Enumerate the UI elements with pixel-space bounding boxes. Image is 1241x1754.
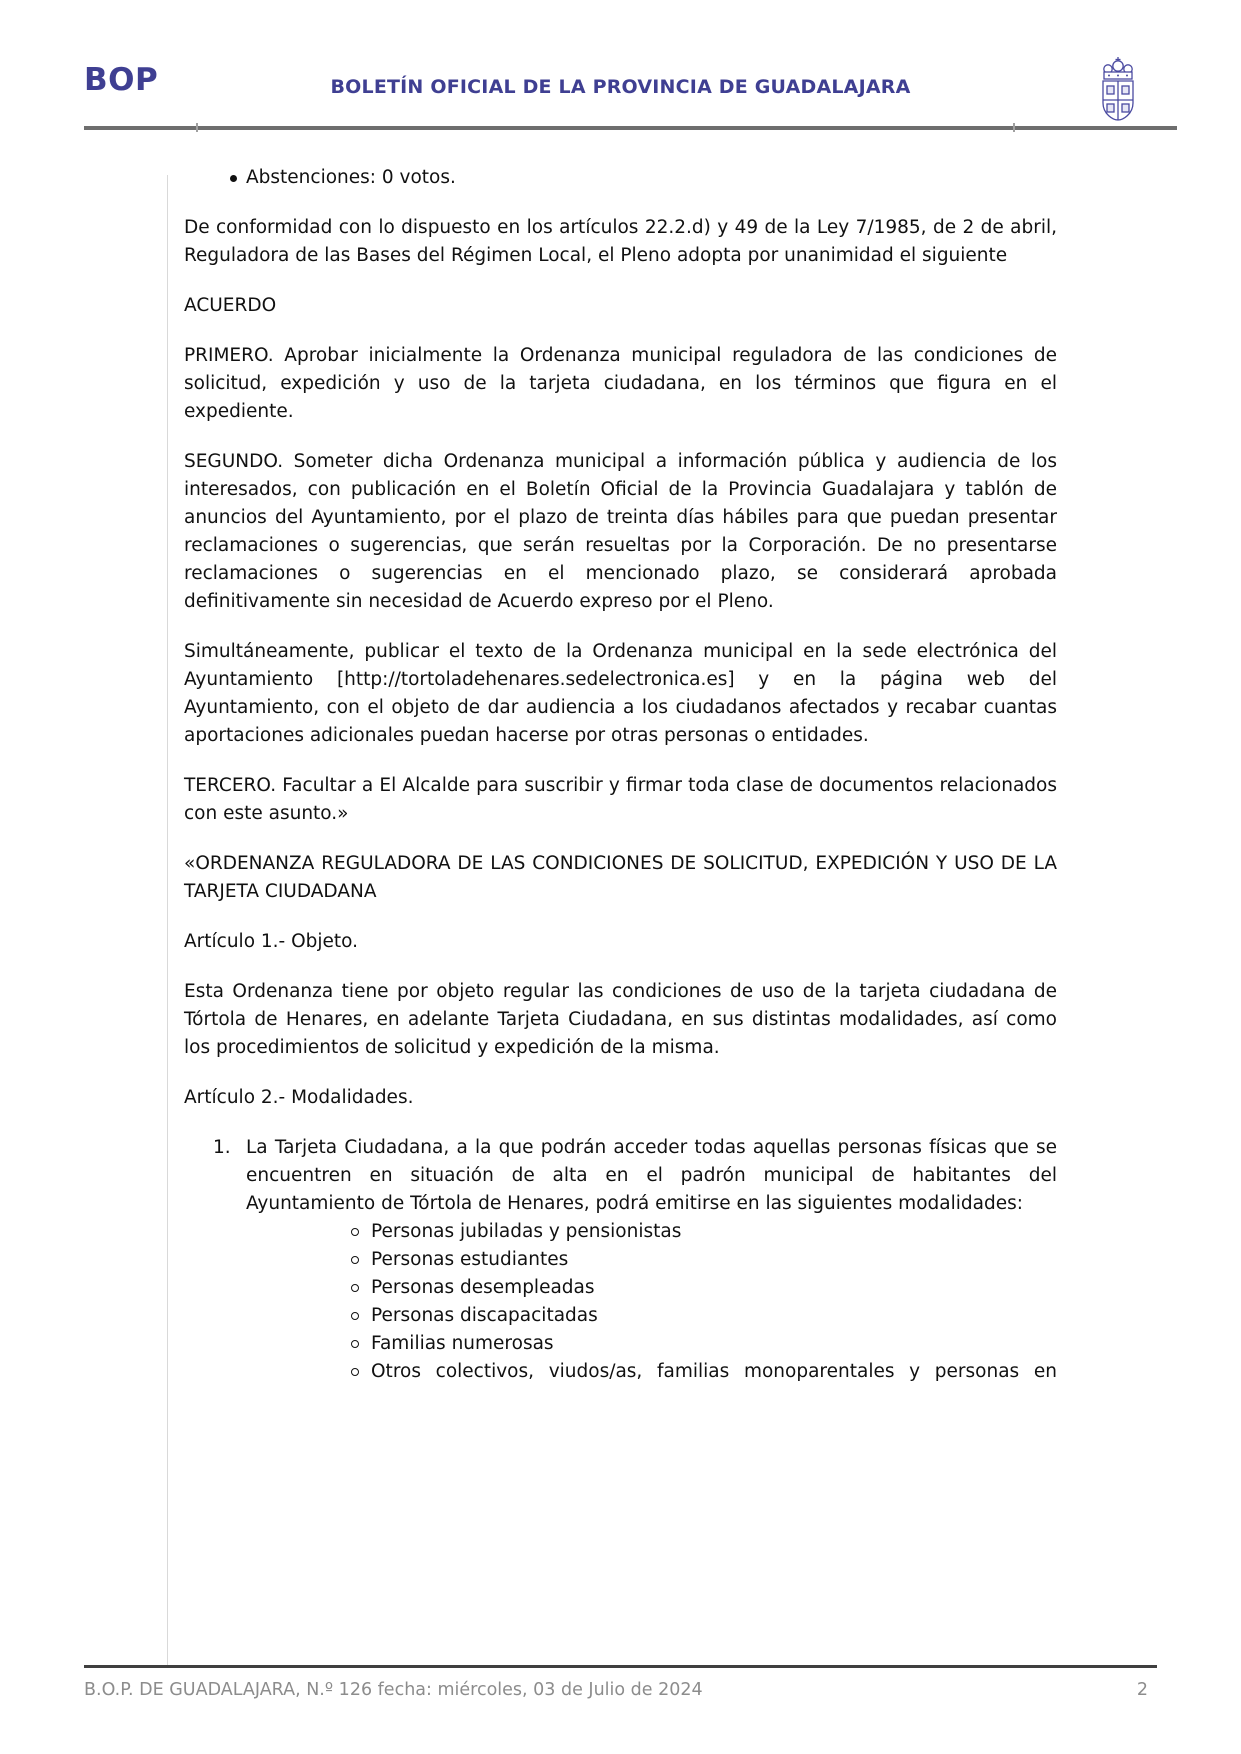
- divider-tick: [196, 123, 198, 132]
- circle-bullet-icon: [351, 1368, 359, 1376]
- document-body: [184, 164, 1057, 1386]
- modalidades-sublist: [246, 1218, 1057, 1386]
- circle-bullet-icon: [351, 1256, 359, 1264]
- content-left-border: [167, 175, 168, 1665]
- numbered-item-1: [184, 1134, 1057, 1386]
- circle-bullet-icon: [351, 1228, 359, 1236]
- paragraph-conformidad: De conformidad con lo dispuesto en los artículos 22.2.d) y 49 de la Ley 7/1985, de 2 de abril, Reguladora de las Bases del Régimen Local, el Pleno adopta por unanimidad el siguiente: [184, 217, 1057, 266]
- circle-bullet-icon: [351, 1312, 359, 1320]
- item-number: 1.: [213, 1137, 231, 1158]
- sublist-item: [246, 1246, 1057, 1274]
- sublist-item-text: Personas estudiantes: [371, 1249, 569, 1270]
- bullet-icon: [230, 175, 237, 182]
- footer-divider: [84, 1665, 1157, 1668]
- header-divider: [84, 126, 1177, 130]
- paragraph-segundo: SEGUNDO. Someter dicha Ordenanza municipal a información pública y audiencia de los interesados, con publicación en el Boletín Oficial de la Provincia Guadalajara y tablón de anuncios del Ayuntamiento, por el plazo de treinta días hábiles para que puedan presentar reclamaciones o sugerencias, que serán resueltas por la Corporación. De no presentarse reclamaciones o sugerencias en el mencionado plazo, se considerará aprobada definitivamente sin necesidad de Acuerdo expreso por el Pleno.: [184, 451, 1057, 612]
- sublist-item: [246, 1274, 1057, 1302]
- paragraph-simultaneamente: Simultáneamente, publicar el texto de la Ordenanza municipal en la sede electrónica del Ayuntamiento [http://tortoladehenares.sedelectronica.es] y en la página web del Ayuntamiento, con el objeto de dar audiencia a los ciudadanos afectados y recabar cuantas aportaciones adicionales puedan hacerse por otras personas o entidades.: [184, 641, 1057, 746]
- numbered-item-text: La Tarjeta Ciudadana, a la que podrán acceder todas aquellas personas físicas que se encuentren en situación de alta en el padrón municipal de habitantes del Ayuntamiento de Tórtola de Henares, podrá emitirse en las siguientes modalidades:: [246, 1137, 1057, 1214]
- sublist-item-text: Familias numerosas: [371, 1333, 554, 1354]
- footer-publication-info: B.O.P. DE GUADALAJARA, N.º 126 fecha: miércoles, 03 de Julio de 2024: [84, 1680, 703, 1700]
- sublist-item: [246, 1358, 1057, 1386]
- sublist-item-text: Otros colectivos, viudos/as, familias monoparentales y personas en: [371, 1361, 1057, 1382]
- heading-ordenanza: «ORDENANZA REGULADORA DE LAS CONDICIONES DE SOLICITUD, EXPEDICIÓN Y USO DE LA TARJETA CIUDADANA: [184, 853, 1057, 902]
- bulletin-title: BOLETÍN OFICIAL DE LA PROVINCIA DE GUADALAJARA: [330, 76, 911, 98]
- circle-bullet-icon: [351, 1284, 359, 1292]
- sublist-item-text: Personas desempleadas: [371, 1277, 595, 1298]
- page-number: 2: [1136, 1680, 1148, 1700]
- sublist-item: [246, 1330, 1057, 1358]
- sublist-item-text: Personas jubiladas y pensionistas: [371, 1221, 682, 1242]
- paragraph-primero: PRIMERO. Aprobar inicialmente la Ordenanza municipal reguladora de las condiciones de solicitud, expedición y uso de la tarjeta ciudadana, en los términos que figura en el expediente.: [184, 345, 1057, 422]
- abstenciones-text: Abstenciones: 0 votos.: [246, 167, 456, 188]
- sublist-item-text: Personas discapacitadas: [371, 1305, 598, 1326]
- heading-acuerdo: ACUERDO: [184, 295, 277, 316]
- heading-articulo-2: Artículo 2.- Modalidades.: [184, 1087, 414, 1108]
- paragraph-articulo-1-body: Esta Ordenanza tiene por objeto regular las condiciones de uso de la tarjeta ciudadana de Tórtola de Henares, en adelante Tarjeta Ciudadana, en sus distintas modalidades, así como los procedimientos de solicitud y expedición de la misma.: [184, 981, 1057, 1058]
- sublist-item: [246, 1218, 1057, 1246]
- sublist-item: [246, 1302, 1057, 1330]
- circle-bullet-icon: [351, 1340, 359, 1348]
- page-header: [0, 0, 1241, 130]
- list-item-abstenciones: [184, 164, 1057, 192]
- heading-articulo-1: Artículo 1.- Objeto.: [184, 931, 359, 952]
- divider-tick: [1013, 123, 1015, 132]
- bop-logo: BOP: [84, 62, 159, 98]
- paragraph-tercero: TERCERO. Facultar a El Alcalde para suscribir y firmar toda clase de documentos relacionados con este asunto.»: [184, 775, 1057, 824]
- provincial-coat-of-arms-icon: [1096, 56, 1140, 130]
